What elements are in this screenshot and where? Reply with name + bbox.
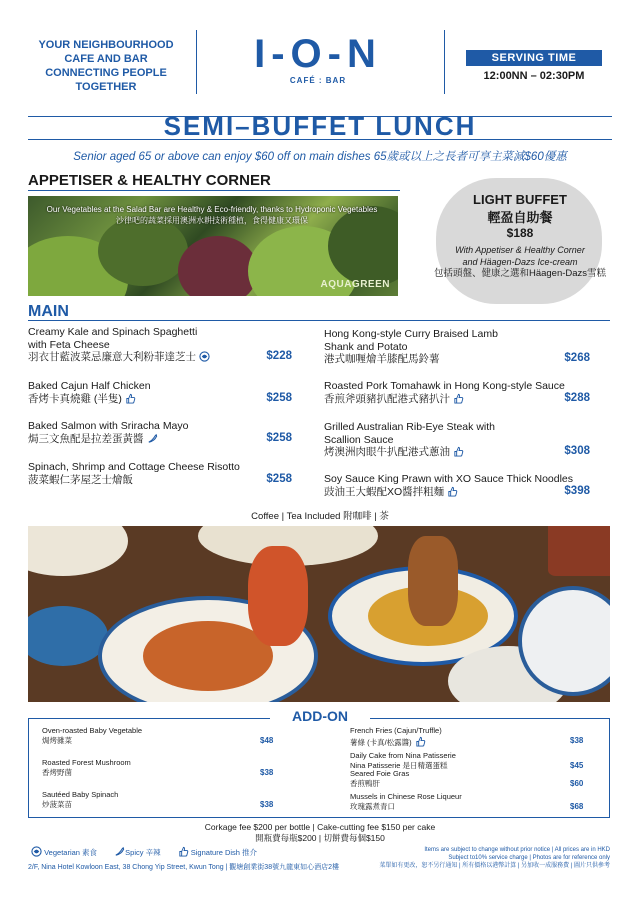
- addon-name-zh: 炒菠菜苗: [42, 799, 72, 809]
- salad-caption: [34, 204, 390, 226]
- spicy-icon: [114, 846, 125, 857]
- signature-icon: [447, 486, 458, 497]
- tagline: [30, 38, 182, 94]
- addon-price: $38: [260, 768, 274, 777]
- tagline-line: CAFE AND BAR: [64, 53, 148, 65]
- addon-name: French Fries (Cajun/Truffle): [350, 726, 442, 735]
- vegetarian-icon: [199, 351, 210, 362]
- caption-zh: 沙律吧的蔬菜採用澳洲水耕技術種植，食得健康又環保: [116, 216, 308, 225]
- dish-name-cont: Shank and Potato: [324, 340, 408, 353]
- dish-item: [28, 461, 240, 486]
- desc-line: With Appetiser & Healthy Corner: [455, 245, 585, 255]
- light-buffet-price: $188: [506, 226, 534, 240]
- signature-icon: [415, 736, 426, 747]
- dish-item: [324, 421, 495, 459]
- dish-zh-text: 豉油王大蝦配XO醬拌粗麵: [324, 485, 445, 498]
- dish-zh-text: 菠菜蝦仁茅屋芝士燴飯: [28, 473, 133, 486]
- dish-name: Grilled Australian Rib-Eye Steak with: [324, 421, 495, 433]
- dish-name: Creamy Kale and Spinach Spaghetti: [28, 326, 198, 338]
- addon-name: Daily Cake from Nina Patisserie: [350, 751, 456, 760]
- legend-spicy: [111, 848, 166, 857]
- addon-zh-text: 薯條 (卡真/松露醬): [350, 737, 412, 747]
- dish-zh-text: 港式咖喱燴羊膝配馬鈴薯: [324, 353, 440, 365]
- addon-item: [42, 790, 118, 809]
- serving-time: 12:00NN – 02:30PM: [483, 70, 585, 82]
- legend-signature: [175, 848, 263, 857]
- addon-heading: ADD-ON: [270, 708, 370, 724]
- tagline-line: CONNECTING PEOPLE: [45, 67, 167, 79]
- legend-vegetarian: [28, 848, 103, 857]
- dish-name: Roasted Pork Tomahawk in Hong Kong-style Sauce: [324, 380, 565, 392]
- dish-name-zh: [28, 433, 189, 446]
- corkage-en: Corkage fee $200 per bottle | Cake-cutting fee $150 per cake: [204, 822, 436, 832]
- dish-item: [324, 328, 498, 366]
- vegetarian-icon: [31, 846, 42, 857]
- addon-name: Mussels in Chinese Rose Liqueur: [350, 792, 462, 801]
- tagline-line: TOGETHER: [75, 81, 137, 93]
- dish-price: $258: [266, 473, 292, 485]
- corkage-zh: 開瓶費每瓶$200 | 切餅費每個$150: [255, 833, 385, 843]
- dish-name-cont: with Feta Cheese: [28, 338, 110, 351]
- rule: [28, 190, 400, 191]
- dish-price: $308: [564, 445, 590, 457]
- caption-en: Our Vegetables at the Salad Bar are Healthy & Eco-friendly, thanks to Hydroponic Vegetables: [46, 205, 378, 214]
- addon-zh-text: 玫瑰露煮青口: [350, 801, 395, 811]
- logo: [248, 34, 388, 85]
- fine-line: Items are subject to change without prior notice | All prices are in HKD: [424, 847, 610, 853]
- dish-price: $268: [564, 352, 590, 364]
- address: 2/F, Nina Hotel Kowloon East, 38 Chong Yip Street, Kwun Tong | 觀塘創業街38號九龍東如心酒店2樓: [28, 864, 339, 871]
- header: [0, 0, 640, 108]
- aquagreen-logo: AQUAGREEN: [320, 279, 390, 290]
- light-buffet-badge: [420, 192, 620, 280]
- logo-word: I-O-N: [254, 32, 382, 76]
- addon-zh-text: 香煎鴨肝: [350, 778, 380, 788]
- addon-item: [350, 769, 409, 788]
- signature-icon: [453, 446, 464, 457]
- addon-name-zh: [350, 802, 462, 812]
- dish-price: $258: [266, 432, 292, 444]
- dish-zh-text: 焗三文魚配是拉差蛋黃醬: [28, 432, 144, 445]
- plate-shape: [28, 606, 108, 666]
- dish-name: Baked Salmon with Sriracha Mayo: [28, 420, 189, 432]
- dish-price: $258: [266, 392, 292, 404]
- addon-price: $60: [570, 779, 584, 788]
- dish-item: [28, 380, 151, 405]
- dish-name-zh: [324, 446, 495, 459]
- addon-price: $38: [260, 800, 274, 809]
- addon-price: $45: [570, 761, 584, 770]
- addon-name: Seared Foie Gras: [350, 769, 410, 778]
- page-title: SEMI–BUFFET LUNCH: [163, 111, 477, 141]
- addon-item: [350, 726, 442, 747]
- addon-price: $38: [570, 736, 584, 745]
- coffee-note: Coffee | Tea Included 附咖啡 | 茶: [251, 511, 389, 522]
- basket-shape: [548, 526, 610, 576]
- dish-name: Soy Sauce King Prawn with XO Sauce Thick Noodles: [324, 473, 574, 485]
- fine-line: 菜單如有更改，恕不另行通知 | 所有價格以港幣計算 | 另加收一成服務費 | 圖片只供參考: [379, 863, 610, 869]
- addon-name-zh: [350, 779, 409, 789]
- main-heading: MAIN: [28, 303, 69, 320]
- dish-name-zh: [28, 351, 210, 364]
- dish-zh-text: 烤澳洲肉眼牛扒配港式蔥油: [324, 446, 450, 458]
- dish-price: $228: [266, 350, 292, 362]
- addon-name: Sautéed Baby Spinach: [42, 790, 119, 799]
- addon-name: Oven-roasted Baby Vegetable: [42, 726, 143, 735]
- dish-name: Spinach, Shrimp and Cottage Cheese Risotto: [28, 461, 240, 473]
- plate-shape: [28, 526, 128, 576]
- prawn-shape: [248, 546, 308, 646]
- lettuce-shape: [98, 216, 188, 286]
- serving-label: SERVING TIME: [466, 50, 602, 66]
- dish-price: $288: [564, 392, 590, 404]
- senior-note: Senior aged 65 or above can enjoy $60 off on main dishes 65歲或以上之長者可享主菜減$60優惠: [73, 151, 567, 163]
- light-buffet-desc: [420, 244, 620, 268]
- dish-price: $398: [564, 485, 590, 497]
- dish-name-zh: [28, 474, 240, 487]
- logo-sub: CAFÉ : BAR: [289, 76, 347, 85]
- dish-item: [28, 326, 210, 364]
- dish-name: Hong Kong-style Curry Braised Lamb: [324, 328, 498, 340]
- legend-label: Signature Dish 推介: [190, 848, 258, 857]
- fine-print: [360, 846, 610, 870]
- dish-name-cont: Scallion Sauce: [324, 433, 394, 446]
- addon-price: $68: [570, 802, 584, 811]
- fine-line: Subject to10% service charge | Photos are for reference only: [448, 855, 610, 861]
- addon-zh-text: Nina Patisserie 是日精選蛋糕: [350, 760, 448, 770]
- signature-icon: [125, 393, 136, 404]
- food-photo: [28, 526, 610, 702]
- spicy-icon: [147, 433, 158, 444]
- addon-name: Roasted Forest Mushroom: [42, 758, 131, 767]
- addon-item: [350, 792, 462, 811]
- dish-item: [324, 380, 565, 405]
- addon-item: [350, 751, 456, 770]
- addon-name-zh: 焗烤雜菜: [42, 735, 72, 745]
- legend-label: Spicy 辛辣: [125, 848, 161, 857]
- addon-name-zh: 香烤野菌: [42, 767, 72, 777]
- dish-zh-text: 羽衣甘藍波菜忌廉意大利粉菲達芝士: [28, 351, 196, 363]
- dish-name-zh: [324, 353, 498, 366]
- legend: [28, 846, 269, 858]
- signature-icon: [453, 393, 464, 404]
- signature-icon: [178, 846, 189, 857]
- addon-price: $48: [260, 736, 274, 745]
- lamb-shape: [408, 536, 458, 626]
- corkage-note: [0, 822, 640, 844]
- light-buffet-desc-zh: 包括頭盤、健康之選和Häagen-Dazs雪糕: [433, 268, 607, 279]
- dish-name: Baked Cajun Half Chicken: [28, 380, 151, 392]
- dish-zh-text: 香烤卡真燒雞 (半隻): [28, 392, 122, 405]
- dish-zh-text: 香煎斧頭豬扒配港式豬扒汁: [324, 392, 450, 405]
- legend-label: Vegetarian 素食: [44, 848, 98, 857]
- light-buffet-title: LIGHT BUFFET: [473, 192, 567, 207]
- lettuce-shape: [178, 236, 258, 296]
- dish-name-zh: [28, 393, 151, 406]
- dish-name-zh: [324, 393, 565, 406]
- rule: [28, 320, 610, 321]
- light-buffet-title-zh: 輕盈自助餐: [487, 210, 553, 225]
- divider: [196, 30, 197, 94]
- salad-bar-photo: [28, 196, 398, 296]
- dish-item: [28, 420, 189, 445]
- tagline-line: YOUR NEIGHBOURHOOD: [38, 39, 174, 51]
- addon-item: [42, 758, 131, 777]
- divider: [444, 30, 445, 94]
- desc-line: and Häagen-Dazs Ice-cream: [462, 257, 578, 267]
- addon-item: [42, 726, 142, 745]
- appetiser-heading: APPETISER & HEALTHY CORNER: [28, 172, 271, 189]
- addon-name-zh: [350, 736, 442, 748]
